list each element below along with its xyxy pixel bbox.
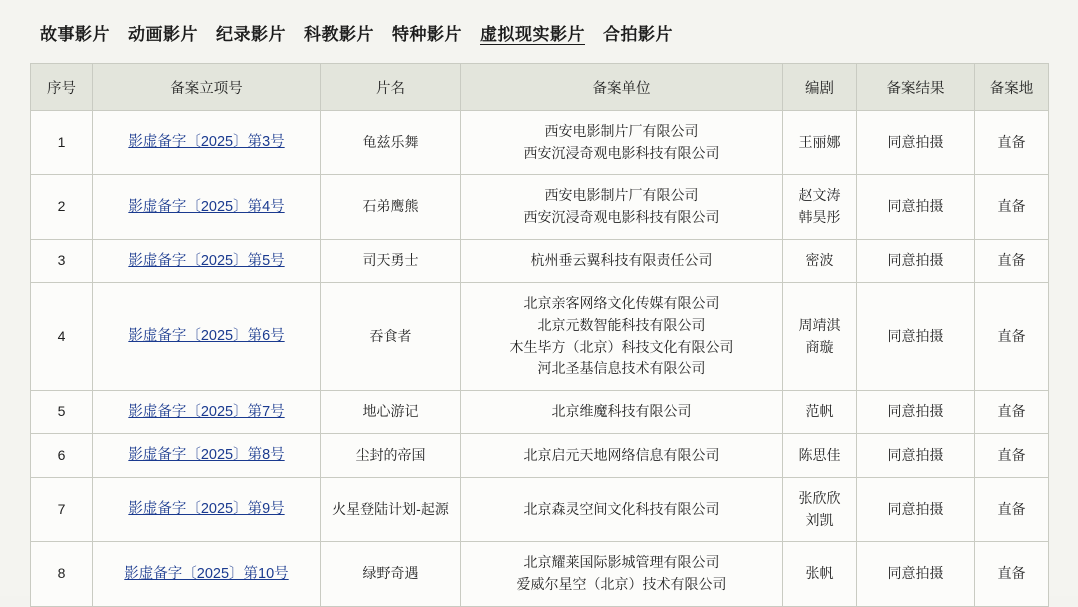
filing-place: 直备 — [975, 175, 1049, 239]
tab-2[interactable]: 纪录影片 — [216, 25, 286, 44]
filing-unit: 西安沉浸奇观电影科技有限公司 — [523, 209, 720, 226]
filing-unit: 北京维魔科技有限公司 — [551, 403, 692, 420]
table-row — [31, 175, 1049, 239]
filing-units — [461, 477, 783, 541]
category-tabs — [0, 0, 1078, 57]
screenwriter: 张帆 — [805, 565, 834, 582]
table-body — [31, 111, 1049, 607]
filing-units — [461, 111, 783, 175]
filing-place: 直备 — [975, 390, 1049, 433]
film-title: 石弟鹰熊 — [321, 175, 461, 239]
row-index: 1 — [31, 111, 93, 175]
screenwriters — [783, 390, 857, 433]
filing-unit: 北京亲客网络文化传媒有限公司 — [523, 295, 720, 312]
filing-number-link[interactable]: 影虚备字〔2025〕第9号 — [128, 501, 285, 518]
filing-result: 同意拍摄 — [857, 111, 975, 175]
filing-result: 同意拍摄 — [857, 477, 975, 541]
film-title: 火星登陆计划-起源 — [321, 477, 461, 541]
row-index: 4 — [31, 283, 93, 391]
filing-result: 同意拍摄 — [857, 542, 975, 606]
tab-0[interactable]: 故事影片 — [40, 25, 110, 44]
tab-6[interactable]: 合拍影片 — [603, 25, 673, 44]
table-row — [31, 239, 1049, 282]
screenwriters — [783, 477, 857, 541]
screenwriter: 密波 — [805, 252, 834, 269]
screenwriters — [783, 239, 857, 282]
row-index: 7 — [31, 477, 93, 541]
screenwriters — [783, 434, 857, 477]
filing-units — [461, 542, 783, 606]
filing-unit: 北京元数智能科技有限公司 — [537, 316, 706, 333]
screenwriter: 陈思佳 — [798, 446, 841, 463]
screenwriter: 王丽娜 — [798, 133, 841, 150]
row-index: 5 — [31, 390, 93, 433]
filing-number-link[interactable]: 影虚备字〔2025〕第3号 — [128, 134, 285, 151]
tab-3[interactable]: 科教影片 — [304, 25, 374, 44]
filing-table-wrap — [30, 63, 1048, 607]
screenwriter: 商璇 — [805, 338, 834, 355]
film-title: 龟兹乐舞 — [321, 111, 461, 175]
screenwriter: 韩昊彤 — [798, 209, 841, 226]
filing-result: 同意拍摄 — [857, 390, 975, 433]
screenwriter: 范帆 — [805, 403, 834, 420]
filing-units — [461, 434, 783, 477]
filing-number-cell — [93, 434, 321, 477]
filing-unit: 西安电影制片厂有限公司 — [544, 187, 699, 204]
row-index: 6 — [31, 434, 93, 477]
filing-number-cell — [93, 239, 321, 282]
filing-result: 同意拍摄 — [857, 283, 975, 391]
filing-units — [461, 283, 783, 391]
row-index: 3 — [31, 239, 93, 282]
table-row — [31, 283, 1049, 391]
table-header-row — [31, 64, 1049, 111]
filing-number-cell — [93, 283, 321, 391]
column-header-6: 备案地 — [975, 64, 1049, 111]
filing-number-cell — [93, 542, 321, 606]
row-index: 8 — [31, 542, 93, 606]
table-row — [31, 111, 1049, 175]
filing-number-cell — [93, 111, 321, 175]
screenwriter: 周靖淇 — [798, 316, 841, 333]
filing-place: 直备 — [975, 477, 1049, 541]
filing-unit: 北京森灵空间文化科技有限公司 — [523, 500, 720, 517]
filing-number-link[interactable]: 影虚备字〔2025〕第4号 — [128, 198, 285, 215]
column-header-0: 序号 — [31, 64, 93, 111]
tab-5[interactable]: 虚拟现实影片 — [480, 25, 585, 44]
filing-place: 直备 — [975, 283, 1049, 391]
filing-result: 同意拍摄 — [857, 239, 975, 282]
filing-result: 同意拍摄 — [857, 434, 975, 477]
screenwriters — [783, 283, 857, 391]
screenwriter: 赵文涛 — [798, 187, 841, 204]
film-title: 地心游记 — [321, 390, 461, 433]
table-row — [31, 542, 1049, 606]
table-row — [31, 477, 1049, 541]
filing-unit: 木生毕方（北京）科技文化有限公司 — [509, 338, 734, 355]
screenwriter: 张欣欣 — [798, 489, 841, 506]
screenwriters — [783, 542, 857, 606]
table-row — [31, 434, 1049, 477]
filing-table — [30, 63, 1049, 607]
table-header — [31, 64, 1049, 111]
film-title: 绿野奇遇 — [321, 542, 461, 606]
filing-unit: 爱威尔星空（北京）技术有限公司 — [516, 575, 727, 592]
tab-1[interactable]: 动画影片 — [128, 25, 198, 44]
filing-place: 直备 — [975, 239, 1049, 282]
filing-units — [461, 175, 783, 239]
filing-number-cell — [93, 175, 321, 239]
filing-unit: 西安电影制片厂有限公司 — [544, 123, 699, 139]
filing-unit: 北京启元天地网络信息有限公司 — [523, 446, 720, 463]
column-header-3: 备案单位 — [461, 64, 783, 111]
film-title: 司天勇士 — [321, 239, 461, 282]
column-header-4: 编剧 — [783, 64, 857, 111]
filing-number-cell — [93, 390, 321, 433]
filing-place: 直备 — [975, 111, 1049, 175]
filing-place: 直备 — [975, 434, 1049, 477]
filing-units — [461, 390, 783, 433]
column-header-5: 备案结果 — [857, 64, 975, 111]
screenwriters — [783, 175, 857, 239]
filing-unit: 北京耀莱国际影城管理有限公司 — [523, 554, 720, 571]
filing-unit: 河北圣基信息技术有限公司 — [537, 360, 706, 377]
film-title: 吞食者 — [321, 283, 461, 391]
screenwriter: 刘凯 — [805, 511, 834, 528]
tab-4[interactable]: 特种影片 — [392, 25, 462, 44]
filing-number-link[interactable]: 影虚备字〔2025〕第7号 — [128, 403, 285, 420]
film-title: 尘封的帝国 — [321, 434, 461, 477]
filing-number-cell — [93, 477, 321, 541]
filing-number-link[interactable]: 影虚备字〔2025〕第5号 — [128, 252, 285, 269]
column-header-1: 备案立项号 — [93, 64, 321, 111]
filing-number-link[interactable]: 影虚备字〔2025〕第6号 — [128, 328, 285, 345]
filing-number-link[interactable]: 影虚备字〔2025〕第10号 — [124, 565, 289, 582]
filing-unit: 杭州垂云翼科技有限责任公司 — [530, 252, 713, 269]
filing-unit: 西安沉浸奇观电影科技有限公司 — [523, 144, 720, 161]
table-row — [31, 390, 1049, 433]
column-header-2: 片名 — [321, 64, 461, 111]
filing-place: 直备 — [975, 542, 1049, 606]
screenwriters — [783, 111, 857, 175]
row-index: 2 — [31, 175, 93, 239]
filing-result: 同意拍摄 — [857, 175, 975, 239]
filing-units — [461, 239, 783, 282]
filing-number-link[interactable]: 影虚备字〔2025〕第8号 — [128, 447, 285, 464]
